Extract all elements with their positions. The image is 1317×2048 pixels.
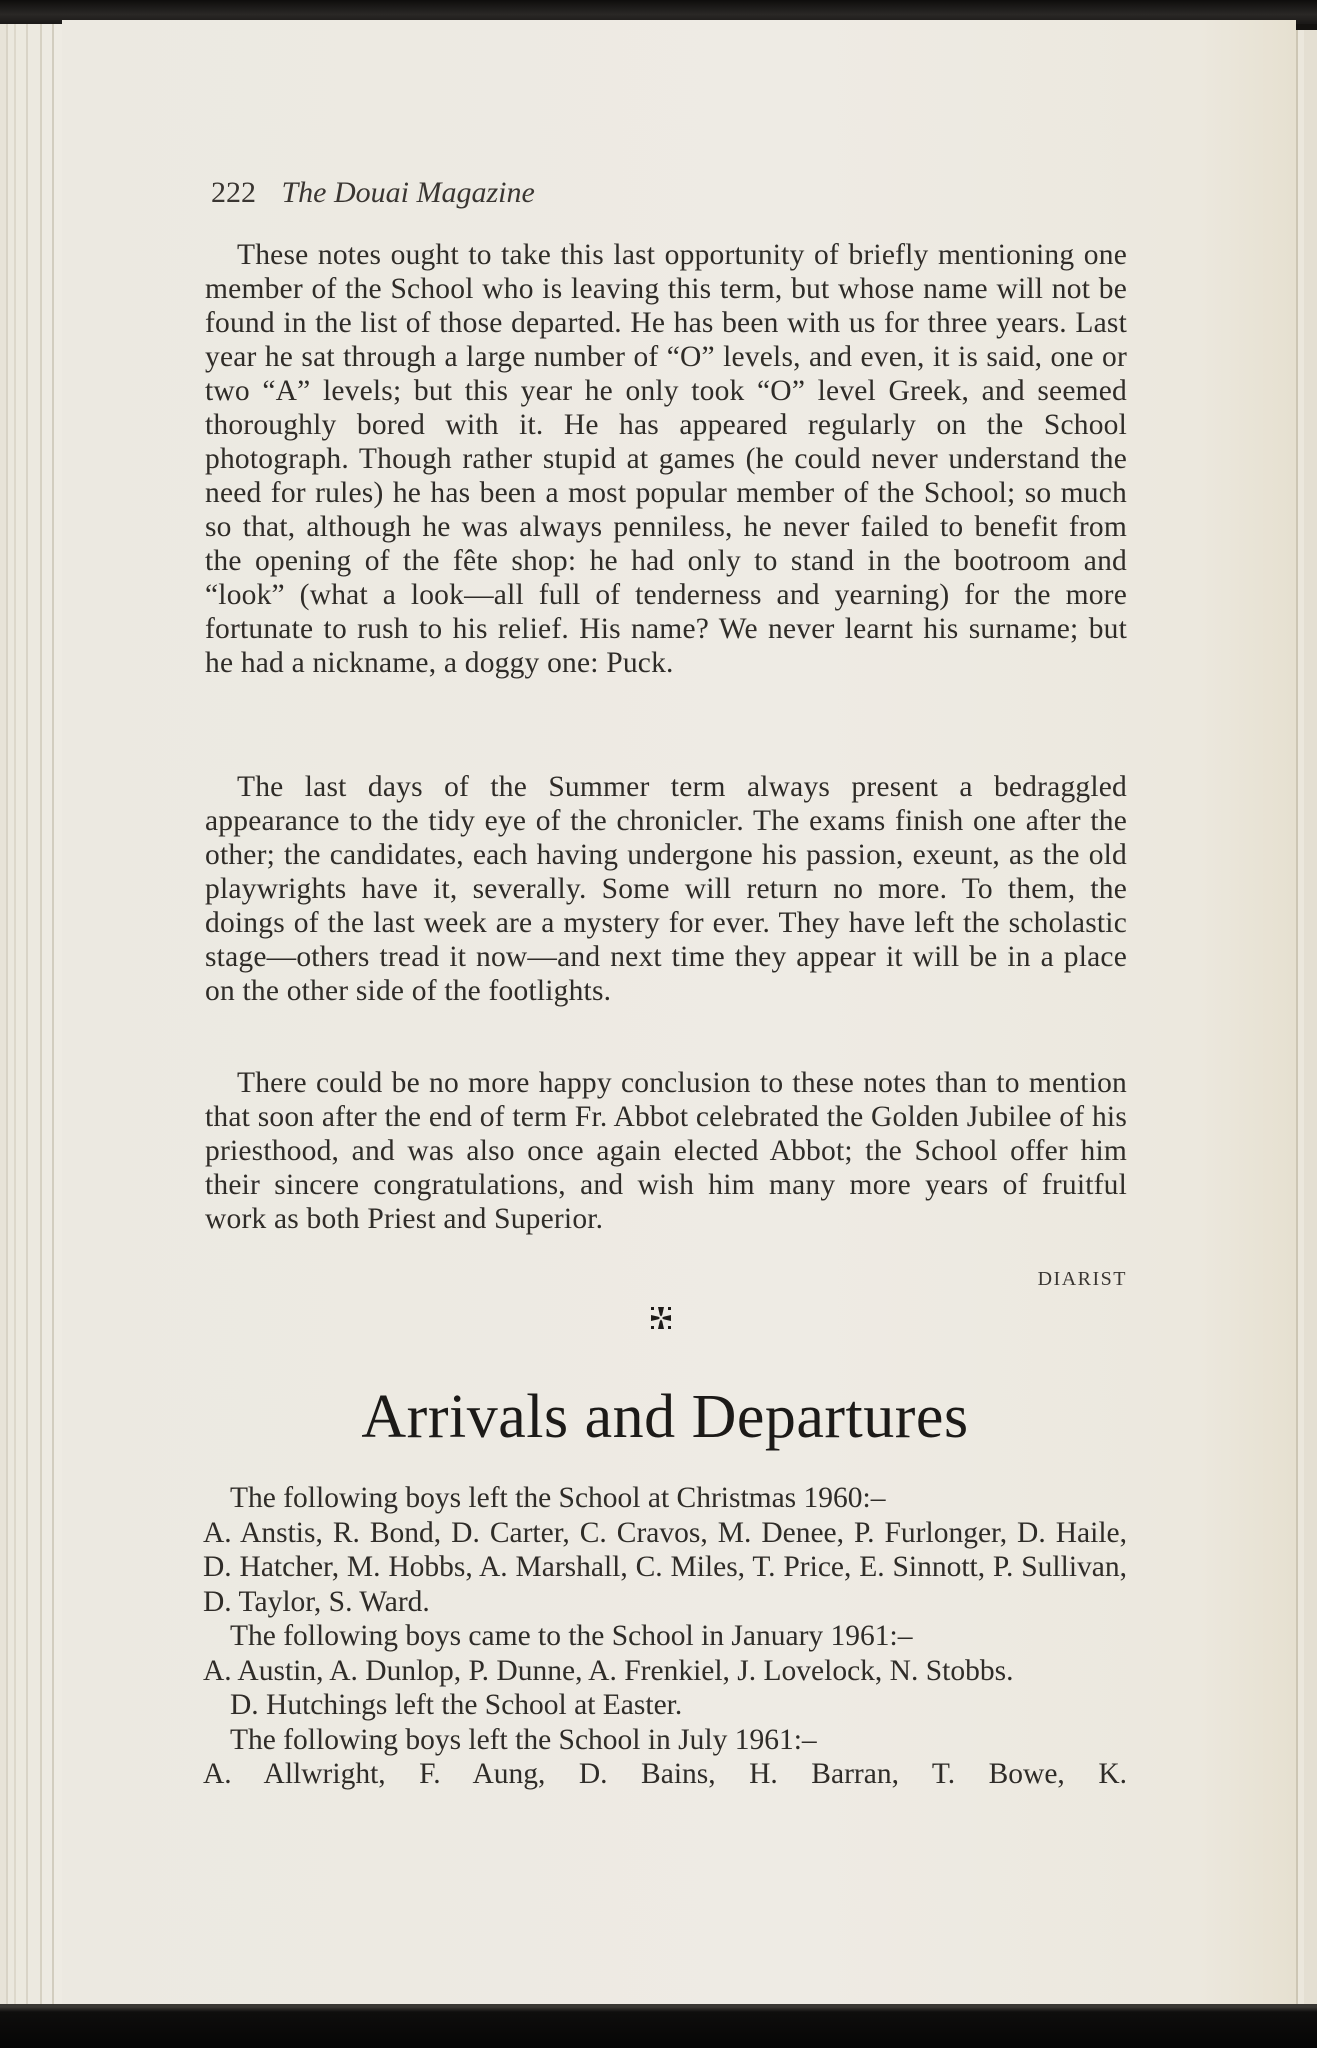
author-signature: DIARIST — [1037, 1268, 1127, 1290]
cross-pattee-icon — [650, 1306, 672, 1330]
page-stack-left-edge — [0, 24, 62, 2006]
section-title: Arrivals and Departures — [361, 1383, 969, 1451]
scan-border-bottom — [0, 2004, 1317, 2048]
running-head — [211, 176, 535, 210]
diary-paragraph — [205, 770, 1127, 1008]
page-stack-right-edge — [1296, 30, 1317, 2006]
list-entry — [203, 1723, 1127, 1792]
list-entry — [203, 1481, 1127, 1619]
entry-intro: The following boys left the School at Christmas 1960:– — [230, 1482, 886, 1514]
entry-intro: D. Hutchings left the School at Easter. — [230, 1689, 683, 1721]
diary-paragraph — [205, 238, 1127, 680]
entry-intro: The following boys came to the School in January 1961:– — [230, 1620, 913, 1652]
list-entry — [203, 1688, 1127, 1723]
list-entry — [203, 1619, 1127, 1688]
paragraph-text: The last days of the Summer term always present a bedraggled appearance to the tidy eye of the chronicler. The exams finish one after the other; the candidates, each having undergone his passion, exeunt, as the old playwrights have it, severally. Some will return no more. To them, the doings of the last week are a mystery for ever. They have left the scholastic stage—others tread it now—and next time they appear it will be in a place on the other side of the footlights. — [205, 771, 1127, 1007]
publication-title: The Douai Magazine — [281, 176, 535, 209]
page-number: 222 — [211, 176, 256, 209]
diary-paragraph — [205, 1066, 1127, 1236]
entry-intro: The following boys left the School in July 1961:– — [230, 1723, 817, 1756]
entry-names: A. Anstis, R. Bond, D. Carter, C. Cravos, M. Denee, P. Furlonger, D. Haile, D. Hatcher, M. Hobbs, A. Marshall, C. Miles, T. Price, E. Sinnott, P. Sullivan, D. Taylor, S. Ward. — [203, 1516, 1127, 1618]
paragraph-text: These notes ought to take this last opportunity of briefly mentioning one member of the School who is leaving this term, but whose name will not be found in the list of those departed. He has been with us for three years. Last year he sat through a large number of “O” levels, and even, it is said, one or two “A” levels; but this year he only took “O” level Greek, and seemed thoroughly bored with it. He has appeared regularly on the School photograph. Though rather stupid at games (he could never understand the need for rules) he has been a most popular member of the School; so much so that, although he was always penniless, he never failed to benefit from the opening of the fête shop: he had only to stand in the bootroom and “look” (what a look—all full of tenderness and yearning) for the more fortunate to rush to his relief. His name? We never learnt his surname; but he had a nickname, a doggy one: Puck. — [205, 239, 1127, 679]
entry-names: A. Austin, A. Dunlop, P. Dunne, A. Frenkiel, J. Lovelock, N. Stobbs. — [203, 1654, 1014, 1687]
entry-names: A. Allwright, F. Aung, D. Bains, H. Barran, T. Bowe, K. — [203, 1758, 1127, 1790]
paragraph-text: There could be no more happy conclusion to these notes than to mention that soon after the end of term Fr. Abbot celebrated the Golden Jubilee of his priesthood, and was also once again elected Abbot; the School offer him their sincere congratulations, and wish him many more years of fruitful work as both Priest and Superior. — [205, 1067, 1127, 1235]
arrivals-departures-list — [203, 1481, 1127, 1792]
